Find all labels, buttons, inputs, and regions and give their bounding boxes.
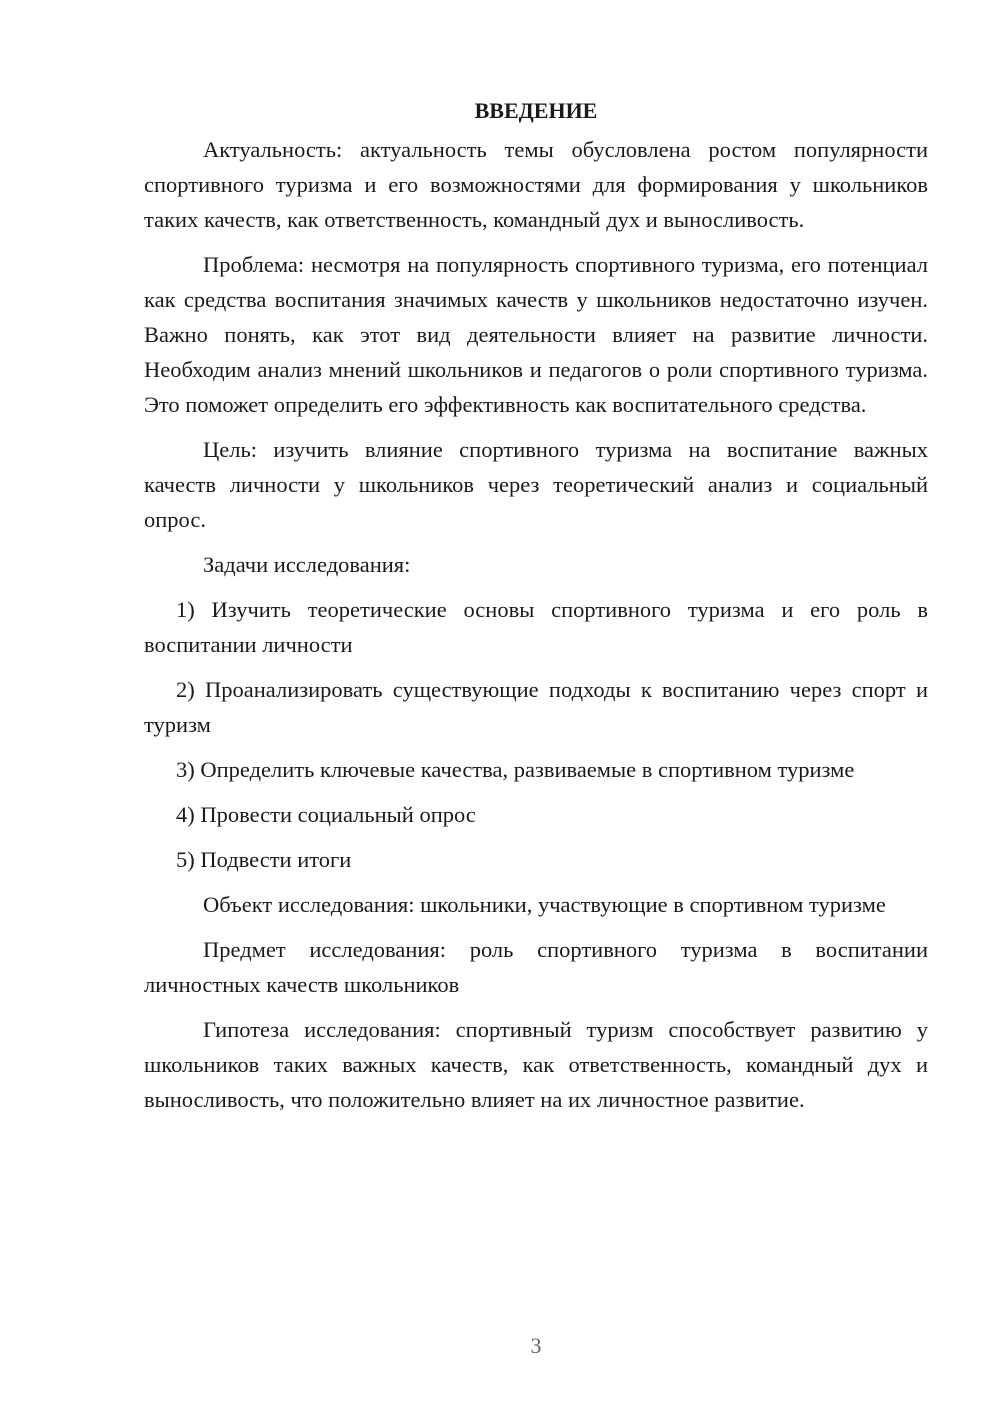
paragraph-relevance: Актуальность: актуальность темы обусловлена ростом популярности спортивного туризма и его возможностями для формирования у школьников таких качеств, как ответственность, командный дух и выносливость.: [144, 137, 928, 232]
task-item-3: 3) Определить ключевые качества, развиваемые в спортивном туризме: [176, 757, 855, 782]
task-item-2: 2) Проанализировать существующие подходы к воспитанию через спорт и туризм: [144, 677, 928, 737]
page-title: ВВЕДЕНИЕ: [474, 98, 598, 123]
page-content: [144, 96, 928, 1117]
paragraph-object: Объект исследования: школьники, участвующие в спортивном туризме: [203, 892, 886, 917]
page-number: 3: [530, 1333, 542, 1358]
paragraph-problem: Проблема: несмотря на популярность спортивного туризма, его потенциал как средства воспитания значимых качеств у школьников недостаточно изучен. Важно понять, как этот вид деятельности влияет на развитие личности. Необходим анализ мнений школьников и педагогов о роли спортивного туризма. Это поможет определить его эффективность как воспитательного средства.: [144, 252, 928, 417]
paragraph-subject: Предмет исследования: роль спортивного туризма в воспитании личностных качеств школьников: [144, 937, 928, 997]
task-item-1: 1) Изучить теоретические основы спортивного туризма и его роль в воспитании личности: [144, 597, 928, 657]
paragraph-hypothesis: Гипотеза исследования: спортивный туризм способствует развитию у школьников таких важных качеств, как ответственность, командный дух и выносливость, что положительно влияет на их личностное развитие.: [144, 1017, 928, 1112]
task-item-4: 4) Провести социальный опрос: [176, 802, 476, 827]
task-item-5: 5) Подвести итоги: [176, 847, 352, 872]
paragraph-goal: Цель: изучить влияние спортивного туризма на воспитание важных качеств личности у школьников через теоретический анализ и социальный опрос.: [144, 437, 928, 532]
paragraph-tasks-heading: Задачи исследования:: [203, 552, 411, 577]
